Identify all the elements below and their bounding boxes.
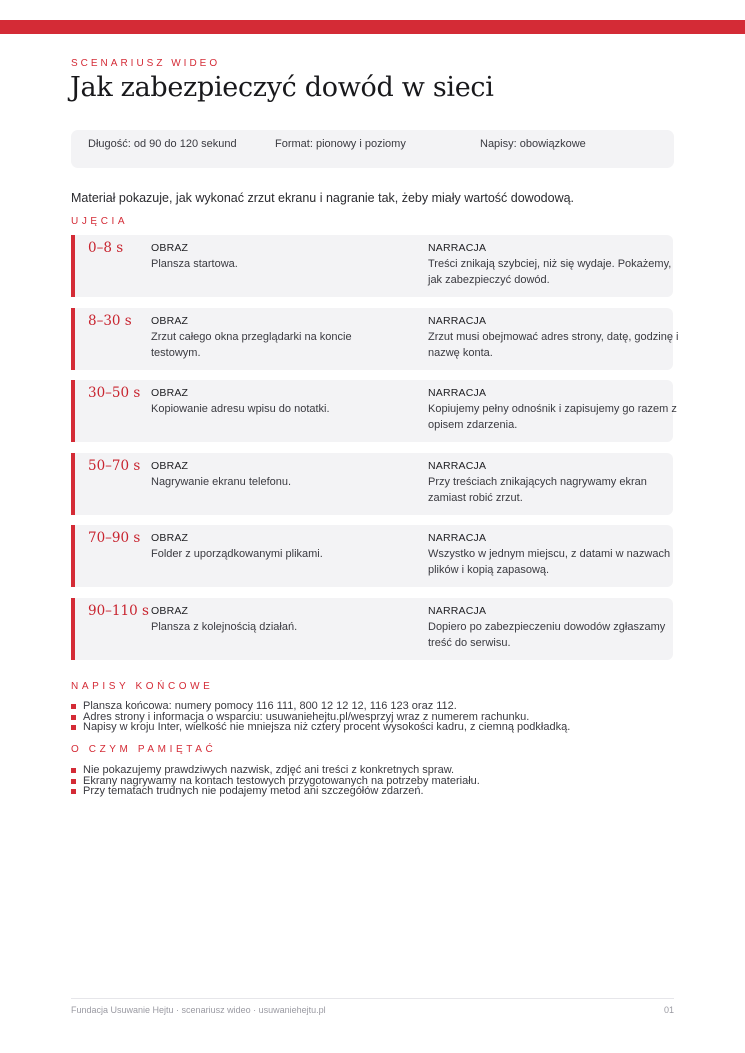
end-titles-section-label: NAPISY KOŃCOWE xyxy=(71,681,214,692)
narration-text: Dopiero po zabezpieczeniu dowodów zgłaszamy treść do serwisu. xyxy=(428,621,666,649)
shots-section-label: UJĘCIA xyxy=(71,216,129,227)
narration-text: Zrzut musi obejmować adres strony, datę, godzinę i nazwę konta. xyxy=(428,331,679,359)
shot-time: 90–110 s xyxy=(88,603,149,619)
image-description: Folder z uporządkowanymi plikami. xyxy=(151,548,323,560)
shot-card xyxy=(71,308,679,370)
shot-time: 0–8 s xyxy=(88,240,124,256)
image-description: Kopiowanie adresu wpisu do notatki. xyxy=(151,403,330,415)
narration-label: NARRACJA xyxy=(428,532,487,544)
list-item: Przy tematach trudnych nie podajemy metod ani szczegółów zdarzeń. xyxy=(71,786,480,797)
shot-time: 70–90 s xyxy=(88,530,141,546)
meta-subtitles: Napisy: obowiązkowe xyxy=(480,138,586,150)
document-title: Jak zabezpieczyć dowód w sieci xyxy=(70,72,494,103)
image-description: Nagrywanie ekranu telefonu. xyxy=(151,476,292,488)
narration-label: NARRACJA xyxy=(428,605,487,617)
image-description: Plansza z kolejnością działań. xyxy=(151,621,298,633)
image-description: Zrzut całego okna przeglądarki na koncie testowym. xyxy=(151,331,352,359)
image-label: OBRAZ xyxy=(151,387,189,399)
narration-text: Wszystko w jednym miejscu, z datami w nazwach plików i kopią zapasową. xyxy=(428,548,671,576)
remember-section-label: O CZYM PAMIĘTAĆ xyxy=(71,744,217,755)
narration-text: Kopiujemy pełny odnośnik i zapisujemy go razem z opisem zdarzenia. xyxy=(428,403,677,431)
document-kicker: SCENARIUSZ WIDEO xyxy=(71,58,221,69)
meta-panel xyxy=(71,130,674,168)
shot-card xyxy=(71,235,673,297)
image-label: OBRAZ xyxy=(151,532,189,544)
shot-card xyxy=(71,598,673,660)
meta-format: Format: pionowy i poziomy xyxy=(275,138,406,150)
intro-text: Materiał pokazuje, jak wykonać zrzut ekranu i nagranie tak, żeby miały wartość dowodową. xyxy=(71,191,575,205)
narration-label: NARRACJA xyxy=(428,460,487,472)
narration-label: NARRACJA xyxy=(428,387,487,399)
narration-text: Przy treściach znikających nagrywamy ekran zamiast robić zrzut. xyxy=(428,476,647,504)
end-titles-list xyxy=(71,701,570,733)
narration-text: Treści znikają szybciej, niż się wydaje. Pokażemy, jak zabezpieczyć dowód. xyxy=(428,258,672,286)
shot-card xyxy=(71,525,673,587)
footer-divider xyxy=(71,998,674,999)
shot-time: 30–50 s xyxy=(88,385,141,401)
list-item: Plansza końcowa: numery pomocy 116 111, 800 12 12 12, 116 123 oraz 112. xyxy=(71,701,570,712)
list-item: Ekrany nagrywamy na kontach testowych przygotowanych na potrzeby materiału. xyxy=(71,776,480,787)
list-item: Adres strony i informacja o wsparciu: usuwaniehejtu.pl/wesprzyj wraz z numerem rachunku. xyxy=(71,712,570,723)
narration-label: NARRACJA xyxy=(428,242,487,254)
image-description: Plansza startowa. xyxy=(151,258,238,270)
image-label: OBRAZ xyxy=(151,242,189,254)
remember-list xyxy=(71,765,480,797)
image-label: OBRAZ xyxy=(151,605,189,617)
image-label: OBRAZ xyxy=(151,315,189,327)
footer-text: Fundacja Usuwanie Hejtu · scenariusz wideo · usuwaniehejtu.pl xyxy=(71,1005,326,1015)
page-number: 01 xyxy=(663,1005,674,1015)
shot-card xyxy=(71,453,673,515)
shot-time: 8–30 s xyxy=(88,313,132,329)
narration-label: NARRACJA xyxy=(428,315,487,327)
meta-duration: Długość: od 90 do 120 sekund xyxy=(88,138,237,150)
list-item: Nie pokazujemy prawdziwych nazwisk, zdjęć ani treści z konkretnych spraw. xyxy=(71,765,480,776)
list-item: Napisy w kroju Inter, wielkość nie mniejsza niż cztery procent wysokości kadru, z ciemną podkładką. xyxy=(71,722,570,733)
top-accent-bar xyxy=(0,20,745,34)
shot-card xyxy=(71,380,677,442)
image-label: OBRAZ xyxy=(151,460,189,472)
shot-time: 50–70 s xyxy=(88,458,141,474)
